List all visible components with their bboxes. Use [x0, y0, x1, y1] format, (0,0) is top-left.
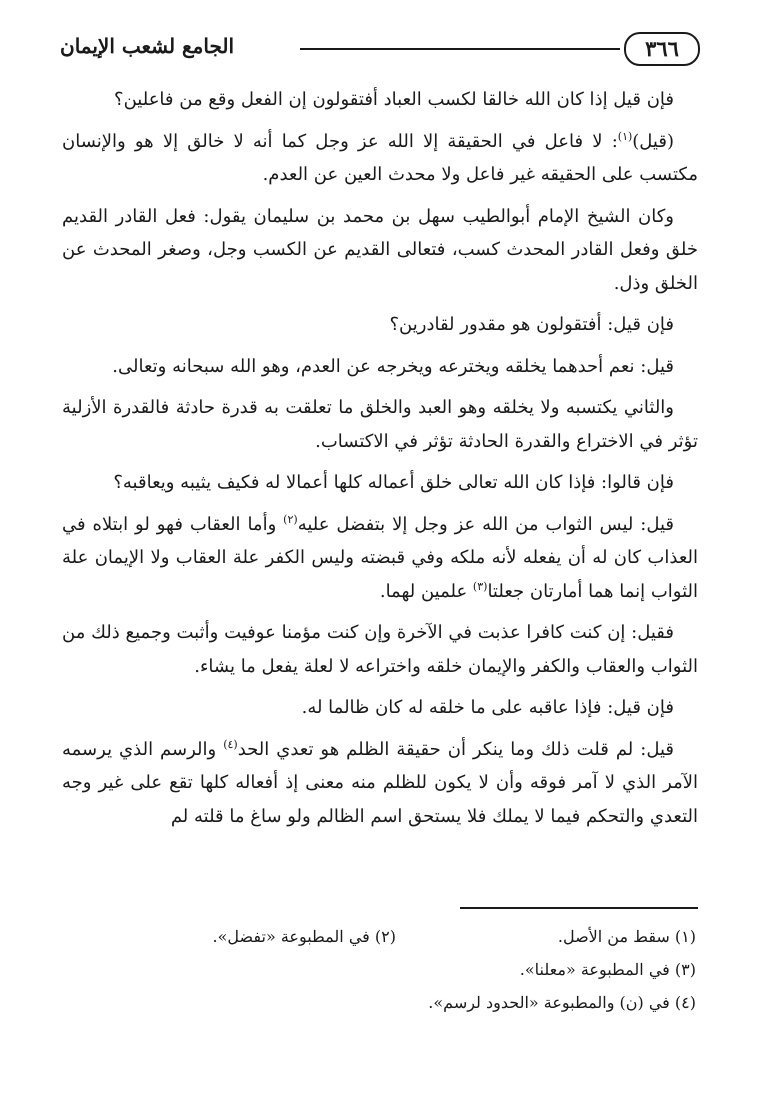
footnote-ref-4: (٤)	[223, 737, 238, 751]
paragraph-text: علمين لهما.	[379, 580, 473, 602]
main-text	[62, 83, 698, 841]
paragraph-text: والثاني يكتسبه ولا يخلقه وهو العبد والخلق ما تعلقت به قدرة حادثة فالقدرة الأزلية تؤثر في الاختراع والقدرة الحادثة تؤثر في الاكتساب.	[62, 397, 698, 452]
paragraph-9	[62, 616, 698, 683]
footnote-ref-3: (٣)	[472, 579, 488, 593]
paragraph-text: فإن قيل إذا كان الله خالقا لكسب العباد أفتقولون إن الفعل وقع من فاعلين؟	[114, 89, 674, 110]
footnote-1: (١) سقط من الأصل.	[557, 927, 696, 946]
page-number: ٣٦٦	[624, 32, 700, 66]
footnote-row	[62, 953, 696, 986]
footnote-ref-2: (٢)	[283, 512, 298, 526]
paragraph-text: فإن قيل: أفتقولون هو مقدور لقادرين؟	[389, 314, 674, 335]
paragraph-5	[62, 350, 698, 384]
paragraph-11	[62, 733, 698, 834]
paragraph-2	[62, 125, 698, 192]
paragraph-3	[62, 200, 698, 301]
paragraph-text: فقيل: إن كنت كافرا عذبت في الآخرة وإن كنت مؤمنا عوفيت وأثبت وجميع ذلك من الثواب والعقاب والكفر والإيمان خلقه واختراعه لا لعلة يفعل ما يشاء.	[62, 622, 698, 677]
paragraph-text: وأما العقاب فهو لو ابتلاه في العذاب كان له أن يفعله لأنه ملكه وفي قبضته وليس الكفر علة العقاب ولا الإيمان علة الثواب إنما هما أمارتان جعلتا	[62, 513, 698, 602]
paragraph-8	[62, 508, 698, 609]
paragraph-text: فإن قالوا: فإذا كان الله تعالى خلق أعماله كلها أعمالا له فكيف يثيبه ويعاقبه؟	[113, 472, 674, 493]
paragraph-text: وكان الشيخ الإمام أبوالطيب سهل بن محمد بن سليمان يقول: فعل القادر القديم خلق وفعل القادر المحدث كسب، فتعالى القديم عن الكسب وجل، وصغر المحدث عن الخلق وذل.	[62, 205, 698, 294]
footnote-2: (٢) في المطبوعة «تفضل».	[212, 927, 396, 946]
footnotes	[62, 920, 696, 1019]
paragraph-text: والرسم الذي يرسمه الآمر الذي لا آمر فوقه وأن لا يكون للظلم منه معنى إذ أفعاله كلها تقع على غير وجه التعدي والتحكم فيما لا يملك فلا يستحق اسم الظالم ولو ساغ ما قلته لم	[62, 738, 698, 827]
paragraph-7	[62, 466, 698, 500]
paragraph-6	[62, 391, 698, 458]
paragraph-text: قيل: لم قلت ذلك وما ينكر أن حقيقة الظلم هو تعدي الحد	[237, 738, 674, 760]
running-title: الجامع لشعب الإيمان	[60, 34, 235, 58]
paragraph-1	[62, 83, 698, 117]
paragraph-text: فإن قيل: فإذا عاقبه على ما خلقه له كان ظالما له.	[301, 697, 674, 718]
footnote-3: (٣) في المطبوعة «معلنا».	[519, 960, 696, 979]
page-header	[60, 28, 700, 68]
footnote-4: (٤) في (ن) والمطبوعة «الحدود لرسم».	[428, 993, 696, 1012]
footnote-row	[62, 986, 696, 1019]
paragraph-text: قيل: ليس الثواب من الله عز وجل إلا بتفضل عليه	[297, 513, 674, 535]
footnote-row	[62, 920, 696, 953]
paragraph-text: قيل: نعم أحدهما يخلقه ويخترعه ويخرجه عن العدم، وهو الله سبحانه وتعالى.	[112, 355, 674, 377]
paragraph-text: (قيل)	[632, 130, 674, 152]
paragraph-10	[62, 691, 698, 725]
paragraph-4	[62, 308, 698, 342]
header-rule	[300, 48, 620, 50]
footnote-rule	[460, 907, 698, 909]
paragraph-text: : لا فاعل في الحقيقة إلا الله عز وجل كما أنه لا خالق إلا هو والإنسان مكتسب على الحقيقه غير فاعل ولا محدث العين عن العدم.	[62, 130, 698, 185]
footnote-ref-1: (١)	[617, 129, 633, 143]
